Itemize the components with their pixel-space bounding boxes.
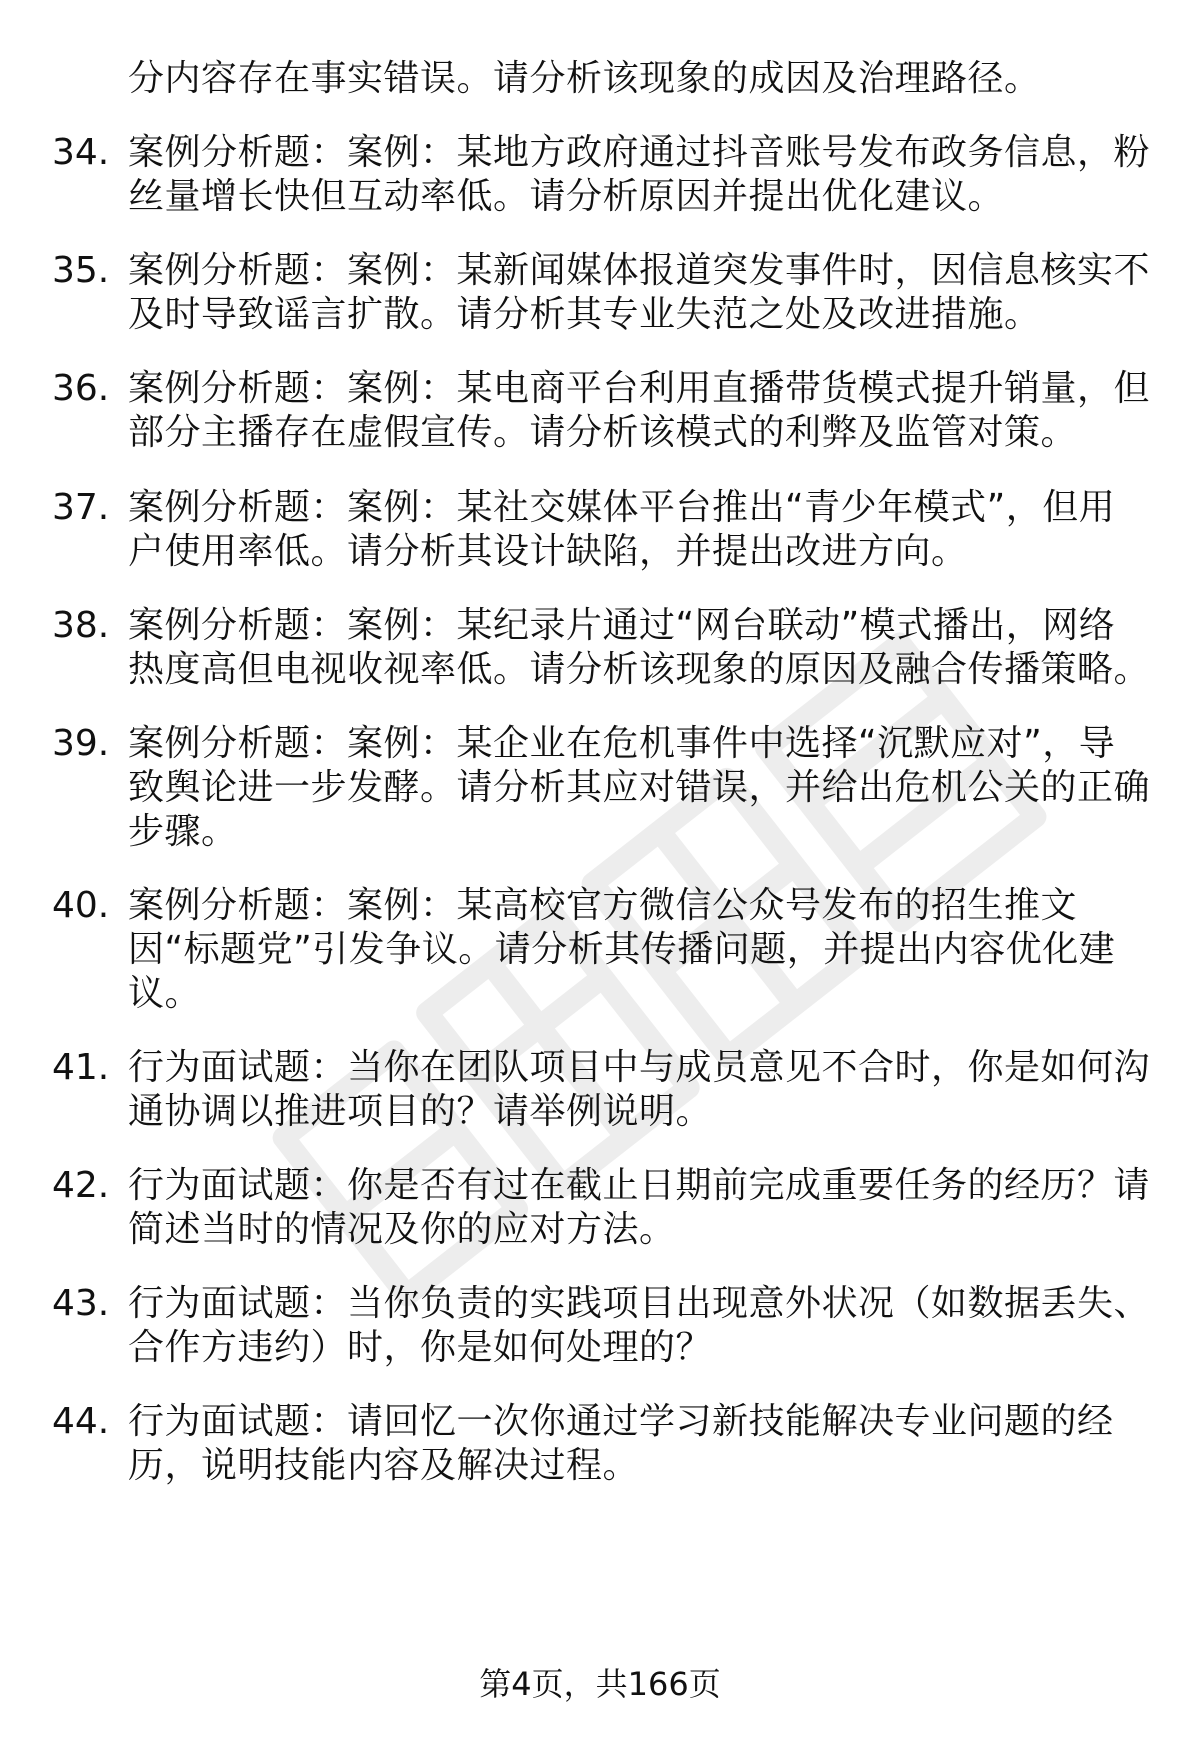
question-43-line-1: 行为面试题：当你负责的实践项目出现意外状况（如数据丢失、 xyxy=(128,1283,1151,1324)
question-42-line-2: 简述当时的情况及你的应对方法。 xyxy=(128,1209,676,1250)
page-number-footer: 第4页，共166页 xyxy=(479,1665,721,1703)
question-41-line-2: 通协调以推进项目的？请举例说明。 xyxy=(128,1091,713,1132)
question-41-number: 41. xyxy=(52,1047,110,1088)
question-34-line-1: 案例分析题：案例：某地方政府通过抖音账号发布政务信息，粉 xyxy=(128,132,1151,173)
question-38-line-2: 热度高但电视收视率低。请分析该现象的原因及融合传播策略。 xyxy=(128,649,1151,690)
question-40-number: 40. xyxy=(52,885,110,926)
question-36-line-1: 案例分析题：案例：某电商平台利用直播带货模式提升销量，但 xyxy=(128,368,1151,409)
question-44-number: 44. xyxy=(52,1401,110,1442)
question-43-number: 43. xyxy=(52,1283,110,1324)
question-34-number: 34. xyxy=(52,132,110,173)
question-36-number: 36. xyxy=(52,368,110,409)
question-37-line-1: 案例分析题：案例：某社交媒体平台推出“青少年模式”，但用 xyxy=(128,487,1116,528)
question-34-line-2: 丝量增长快但互动率低。请分析原因并提出优化建议。 xyxy=(128,176,1005,217)
question-39-line-2: 致舆论进一步发酵。请分析其应对错误，并给出危机公关的正确 xyxy=(128,767,1151,808)
question-38-line-1: 案例分析题：案例：某纪录片通过“网台联动”模式播出，网络 xyxy=(128,605,1116,646)
question-44-line-2: 历，说明技能内容及解决过程。 xyxy=(128,1445,640,1486)
question-35-line-2: 及时导致谣言扩散。请分析其专业失范之处及改进措施。 xyxy=(128,294,1041,335)
question-41-line-1: 行为面试题：当你在团队项目中与成员意见不合时，你是如何沟 xyxy=(128,1047,1151,1088)
question-39-line-3: 步骤。 xyxy=(128,811,238,852)
question-37-number: 37. xyxy=(52,487,110,528)
question-35-line-1: 案例分析题：案例：某新闻媒体报道突发事件时，因信息核实不 xyxy=(128,250,1151,291)
question-39-number: 39. xyxy=(52,723,110,764)
question-38-number: 38. xyxy=(52,605,110,646)
question-37-line-2: 户使用率低。请分析其设计缺陷，并提出改进方向。 xyxy=(128,531,968,572)
question-35-number: 35. xyxy=(52,250,110,291)
question-39-line-1: 案例分析题：案例：某企业在危机事件中选择“沉默应对”，导 xyxy=(128,723,1116,764)
question-33-line-1: 分内容存在事实错误。请分析该现象的成因及治理路径。 xyxy=(128,58,1041,99)
question-40-line-2: 因“标题党”引发争议。请分析其传播问题，并提出内容优化建 xyxy=(128,929,1116,970)
question-44-line-1: 行为面试题：请回忆一次你通过学习新技能解决专业问题的经 xyxy=(128,1401,1114,1442)
question-40-line-3: 议。 xyxy=(128,973,202,1014)
question-42-line-1: 行为面试题：你是否有过在截止日期前完成重要任务的经历？请 xyxy=(128,1165,1151,1206)
question-40-line-1: 案例分析题：案例：某高校官方微信公众号发布的招生推文 xyxy=(128,885,1078,926)
question-36-line-2: 部分主播存在虚假宣传。请分析该模式的利弊及监管对策。 xyxy=(128,412,1078,453)
question-42-number: 42. xyxy=(52,1165,110,1206)
question-43-line-2: 合作方违约）时，你是如何处理的？ xyxy=(128,1327,713,1368)
